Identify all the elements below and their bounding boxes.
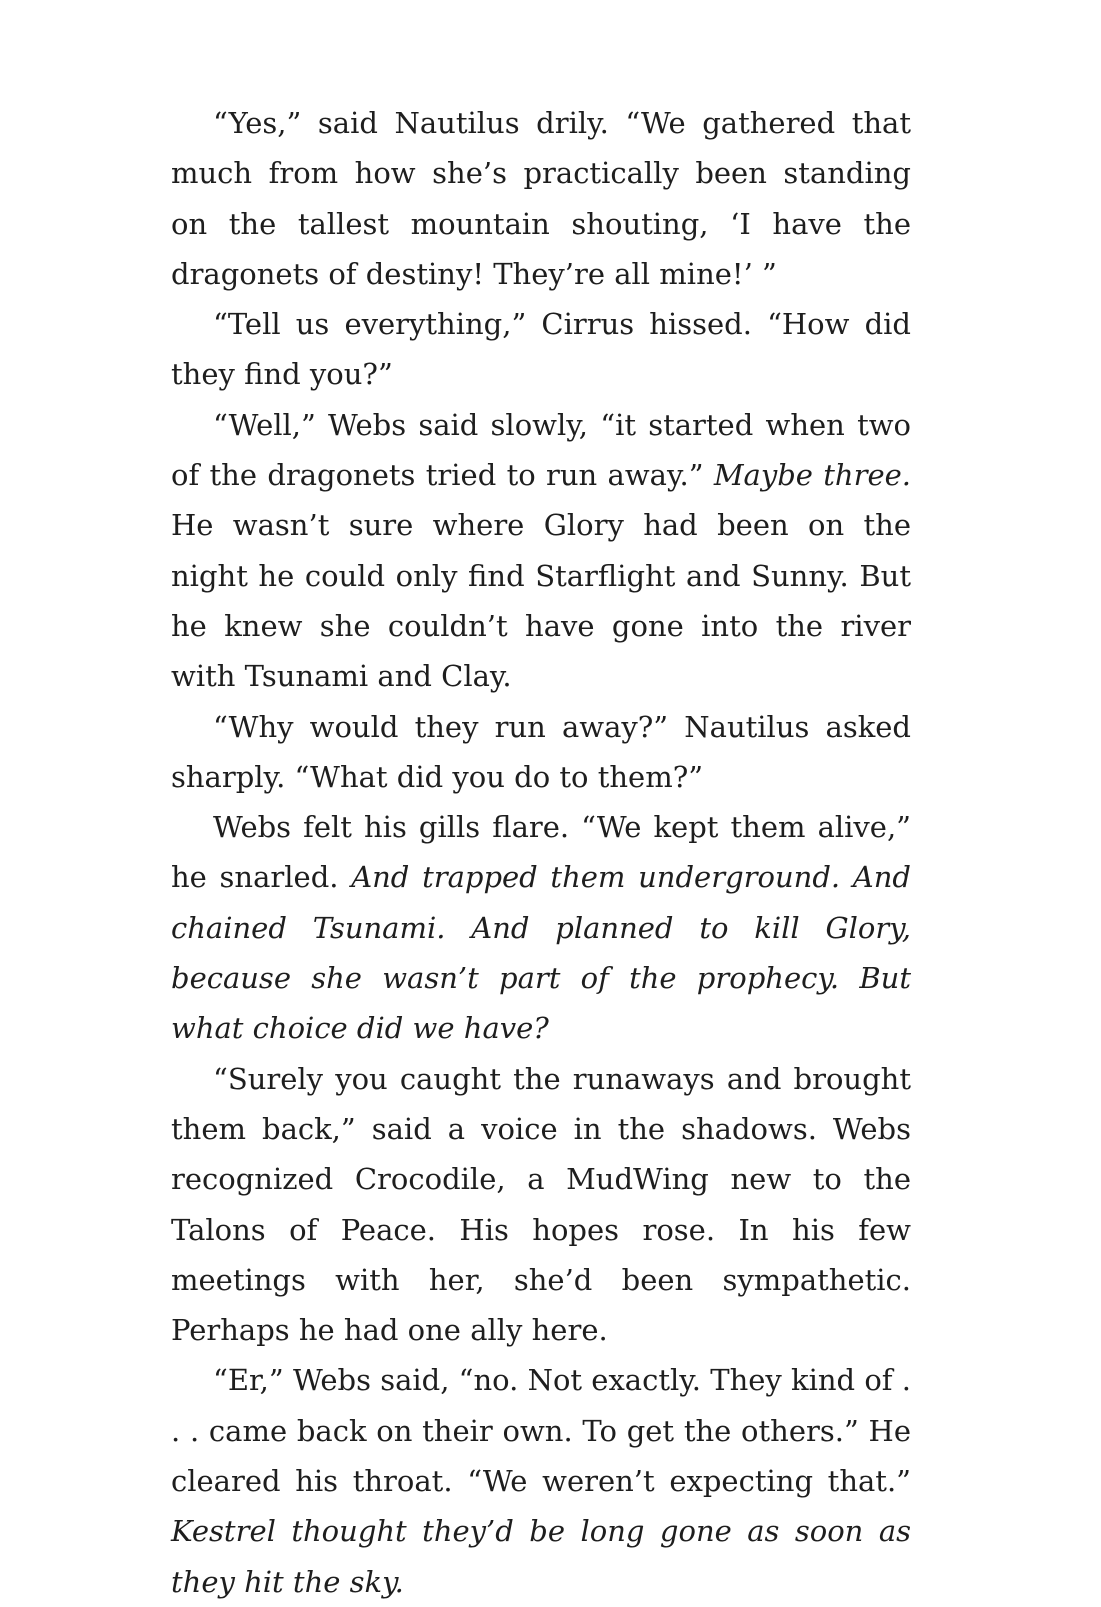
paragraph [171,1355,911,1606]
paragraph [171,702,911,803]
paragraph [171,299,911,400]
paragraph [171,1054,911,1356]
text-run: He wasn’t sure where Glory had been on the night he could only find Starflight and Sunny. But he knew she couldn’t have gone into the river with Tsunami and Clay. [171,508,911,694]
text-run: “Why would they run away?” Nautilus asked sharply. “What did you do to them?” [171,709,911,794]
italic-thought: Kestrel thought they’d be long gone as soon as they hit the sky. [171,1514,911,1599]
text-run: “Well,” Webs said slowly, “it started when two of the dragonets tried to run away.” [171,407,911,493]
text-run: “Tell us everything,” Cirrus hissed. “How did they find you?” [171,307,911,392]
italic-thought: And trapped them underground. And chained Tsunami. And planned to kill Glory, because she wasn’t part of the prophecy. But what choice did we have? [171,860,911,1046]
paragraph [171,802,911,1053]
text-run: Webs felt his gills flare. “We kept them alive,” he snarled. [171,810,911,895]
text-run: “Er,” Webs said, “no. Not exactly. They kind of . . . came back on their own. To get the others.” He cleared his throat. “We weren’t expecting that.” [171,1363,911,1499]
paragraph [171,98,911,299]
paragraph [171,400,911,702]
book-page [171,98,911,1607]
text-run: “Yes,” said Nautilus drily. “We gathered that much from how she’s practically been standing on the tallest mountain shouting, ‘I have the dragonets of destiny! They’re all mine!’ ” [171,106,911,291]
italic-thought: Maybe three. [713,458,911,493]
text-run: “Surely you caught the runaways and brought them back,” said a voice in the shadows. Webs recognized Crocodile, a MudWing new to the Talons of Peace. His hopes rose. In his few meetings with her, she’d been sympathetic. Perhaps he had one ally here. [171,1061,911,1348]
